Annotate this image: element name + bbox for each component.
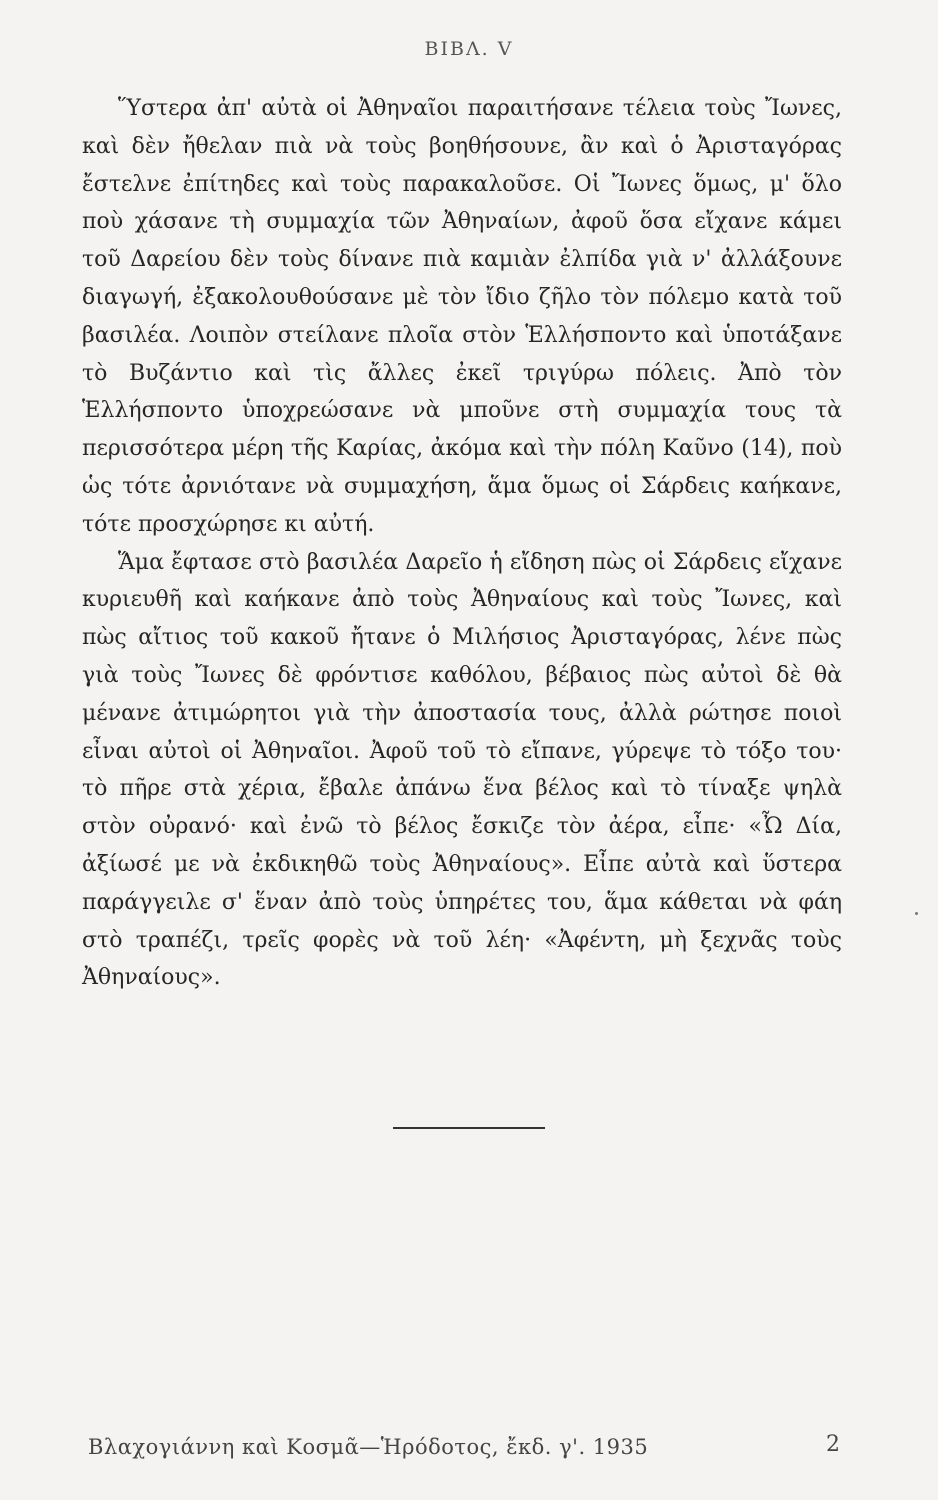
paper-speck	[915, 912, 918, 915]
body-text	[82, 90, 842, 997]
page-number: 2	[826, 1432, 840, 1457]
section-divider	[393, 1127, 545, 1129]
printer-signature: Βλαχογιάννη καὶ Κοσμᾶ—Ἡρόδοτος, ἔκδ. γ'. 1935	[88, 1435, 649, 1459]
paragraph-2: Ἅμα ἔφτασε στὸ βασιλέα Δαρεῖο ἡ εἴδηση πὼς οἱ Σάρδεις εἴχανε κυριευθῆ καὶ καήκανε ἀπὸ τοὺς Ἀθηναίους καὶ τοὺς Ἴωνες, καὶ πὼς αἴτιος τοῦ κακοῦ ἤτανε ὁ Μιλήσιος Ἀρισταγόρας, λένε πὼς γιὰ τοὺς Ἴωνες δὲ φρόντισε καθόλου, βέβαιος πὼς αὐτοὶ δὲ θὰ μένανε ἀτιμώρητοι γιὰ τὴν ἀποστασία τους, ἀλλὰ ρώτησε ποιοὶ εἶναι αὐτοὶ οἱ Ἀθηναῖοι. Ἀφοῦ τοῦ τὸ εἴπανε, γύρεψε τὸ τόξο του· τὸ πῆρε στὰ χέρια, ἔβαλε ἀπάνω ἕνα βέλος καὶ τὸ τίναξε ψηλὰ στὸν οὐρανό· καὶ ἐνῶ τὸ βέλος ἔσκιζε τὸν ἀέρα, εἶπε· «Ὦ Δία, ἀξίωσέ με νὰ ἐκδικηθῶ τοὺς Ἀθηναίους». Εἶπε αὐτὰ καὶ ὕστερα παράγγειλε σ' ἕναν ἀπὸ τοὺς ὑπηρέτες του, ἅμα κάθεται νὰ φάη στὸ τραπέζι, τρεῖς φορὲς νὰ τοῦ λέη· «Ἀφέντη, μὴ ξεχνᾶς τοὺς Ἀθηναίους».	[82, 549, 842, 991]
paragraph-1: Ὕστερα ἀπ' αὐτὰ οἱ Ἀθηναῖοι παραιτήσανε τέλεια τοὺς Ἴωνες, καὶ δὲν ἤθελαν πιὰ νὰ τοὺς βοηθήσουνε, ἂν καὶ ὁ Ἀρισταγόρας ἔστελνε ἐπίτηδες καὶ τοὺς παρακαλοῦσε. Οἱ Ἴωνες ὅμως, μ' ὅλο ποὺ χάσανε τὴ συμμαχία τῶν Ἀθηναίων, ἀφοῦ ὅσα εἴχανε κάμει τοῦ Δαρείου δὲν τοὺς δίνανε πιὰ καμιὰν ἐλπίδα γιὰ ν' ἀλλάξουνε διαγωγή, ἐξακολουθούσανε μὲ τὸν ἴδιο ζῆλο τὸν πόλεμο κατὰ τοῦ βασιλέα. Λοιπὸν στείλανε πλοῖα στὸν Ἑλλήσποντο καὶ ὑποτάξανε τὸ Βυζάντιο καὶ τὶς ἄλλες ἐκεῖ τριγύρω πόλεις. Ἀπὸ τὸν Ἑλλήσποντο ὑποχρεώσανε νὰ μποῦνε στὴ συμμαχία τους τὰ περισσότερα μέρη τῆς Καρίας, ἀκόμα καὶ τὴν πόλη Καῦνο (14), ποὺ ὡς τότε ἀρνιότανε νὰ συμμαχήση, ἅμα ὅμως οἱ Σάρδεις καήκανε, τότε προσχώρησε κι αὐτή.	[82, 96, 842, 537]
running-head: ΒΙΒΛ. V	[424, 38, 514, 60]
